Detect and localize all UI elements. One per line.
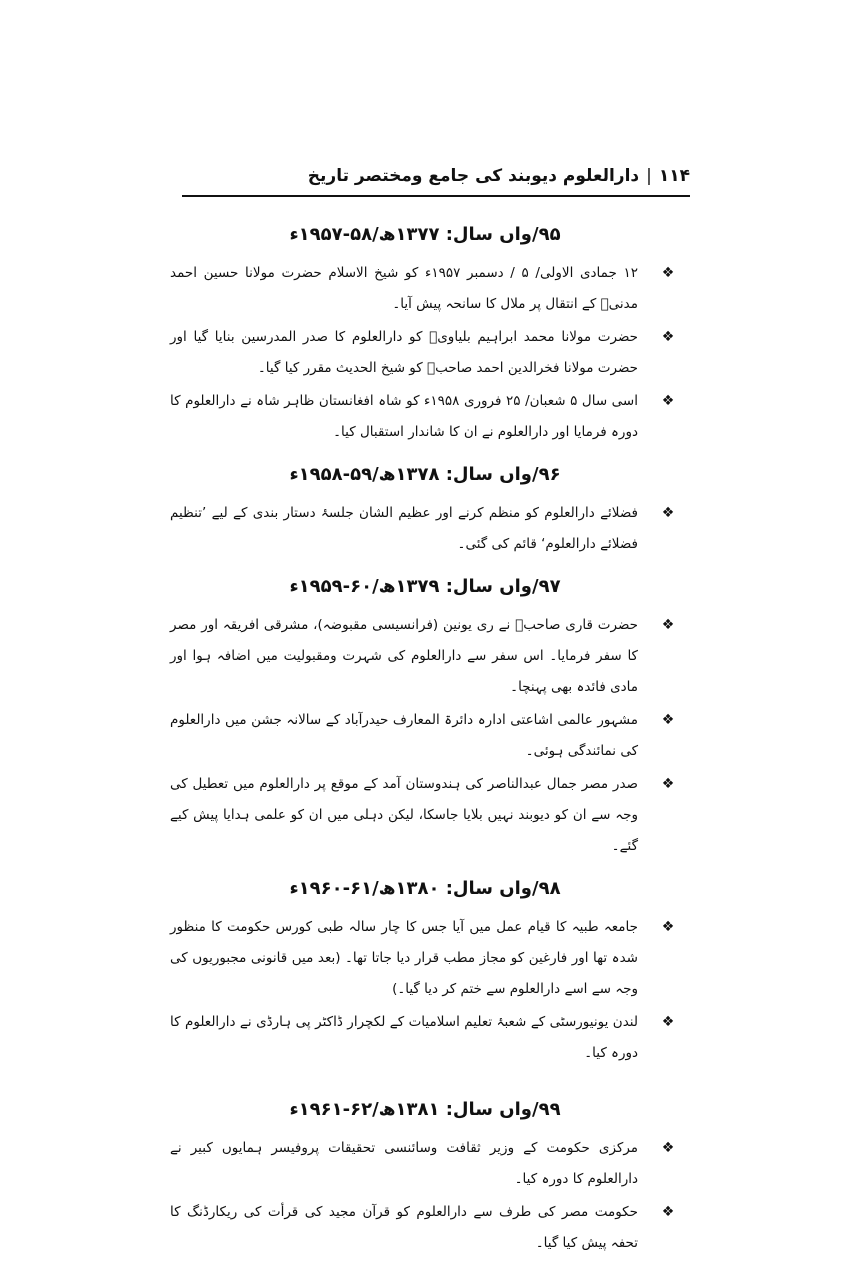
item-text: حضرت قاری صاحبؒ نے ری یونین (فرانسیسی مقبوضہ)، مشرقی افریقہ اور مصر کا سفر فرمایا۔ اس سفر سے دارالعلوم کی شہرت ومقبولیت میں اضافہ ہوا اور مادی فائدہ بھی پہنچا۔ xyxy=(170,617,638,695)
item-text: مرکزی حکومت کے وزیر ثقافت وسائنسی تحقیقات پروفیسر ہمایوں کبیر نے دارالعلوم کا دورہ کیا۔ xyxy=(170,1140,638,1187)
year-section-95 xyxy=(170,218,680,448)
header-separator: | xyxy=(646,166,652,186)
list-item xyxy=(170,705,680,767)
item-text: مشہور عالمی اشاعتی ادارہ دائرۃ المعارف حیدرآباد کے سالانہ جشن میں دارالعلوم کی نمائندگی ہوئی۔ xyxy=(170,712,638,759)
item-text: حضرت مولانا محمد ابراہیم بلیاویؒ کو دارالعلوم کا صدر المدرسین بنایا گیا اور حضرت مولانا فخرالدین احمد صاحبؒ کو شیخ الحدیث مقرر کیا گیا۔ xyxy=(170,329,638,376)
list-item xyxy=(170,610,680,703)
diamond-bullet-icon: ❖ xyxy=(661,265,675,281)
item-text: جامعہ طبیہ کا قیام عمل میں آیا جس کا چار سالہ طبی کورس حکومت کا منظور شدہ تھا اور فارغین کو مجاز مطب قرار دیا جاتا تھا۔ (بعد میں قانونی مجبوریوں کی وجہ سے اسے دارالعلوم سے ختم کر دیا گیا۔) xyxy=(170,919,638,997)
list-item xyxy=(170,1007,680,1069)
running-header xyxy=(182,162,690,190)
book-title: دارالعلوم دیوبند کی جامع ومختصر تاریخ xyxy=(307,166,640,186)
item-text: لندن یونیورسٹی کے شعبۂ تعلیم اسلامیات کے لکچرار ڈاکٹر پی ہارڈی نے دارالعلوم کا دورہ کیا۔ xyxy=(170,1014,638,1061)
year-heading: ۹۵/واں سال: ۱۳۷۷ھ/۵۸-۱۹۵۷ء xyxy=(289,224,561,245)
header-rule xyxy=(182,195,690,197)
bullet-list xyxy=(170,912,680,1069)
diamond-bullet-icon: ❖ xyxy=(661,776,675,792)
section-gap xyxy=(170,1079,680,1093)
diamond-bullet-icon: ❖ xyxy=(661,329,675,345)
year-heading: ۹۷/واں سال: ۱۳۷۹ھ/۶۰-۱۹۵۹ء xyxy=(289,576,561,597)
list-item xyxy=(170,258,680,320)
list-item xyxy=(170,498,680,560)
bullet-list xyxy=(170,498,680,560)
year-section-97 xyxy=(170,570,680,862)
list-item xyxy=(170,1197,680,1259)
list-item xyxy=(170,322,680,384)
list-item xyxy=(170,912,680,1005)
diamond-bullet-icon: ❖ xyxy=(661,505,675,521)
diamond-bullet-icon: ❖ xyxy=(661,617,675,633)
year-heading: ۹۹/واں سال: ۱۳۸۱ھ/۶۲-۱۹۶۱ء xyxy=(289,1099,561,1120)
page-number: ۱۱۴ xyxy=(658,166,690,186)
diamond-bullet-icon: ❖ xyxy=(661,1140,675,1156)
diamond-bullet-icon: ❖ xyxy=(661,1014,675,1030)
list-item xyxy=(170,386,680,448)
year-section-98 xyxy=(170,872,680,1069)
diamond-bullet-icon: ❖ xyxy=(661,1204,675,1220)
item-text: صدر مصر جمال عبدالناصر کی ہندوستان آمد کے موقع پر دارالعلوم میں تعطیل کی وجہ سے ان کو دیوبند نہیں بلایا جاسکا، لیکن دہلی میں ان کو علمی ہدایا پیش کیے گئے۔ xyxy=(170,776,638,854)
year-section-96 xyxy=(170,458,680,560)
year-heading: ۹۶/واں سال: ۱۳۷۸ھ/۵۹-۱۹۵۸ء xyxy=(289,464,561,485)
diamond-bullet-icon: ❖ xyxy=(661,919,675,935)
item-text: ۱۲ جمادی الاولی/ ۵ / دسمبر ۱۹۵۷ء کو شیخ الاسلام حضرت مولانا حسین احمد مدنیؒ کے انتقال پر ملال کا سانحہ پیش آیا۔ xyxy=(170,265,638,312)
item-text: اسی سال ۵ شعبان/ ۲۵ فروری ۱۹۵۸ء کو شاہ افغانستان ظاہر شاہ نے دارالعلوم کا دورہ فرمایا اور دارالعلوم نے ان کا شاندار استقبال کیا۔ xyxy=(170,393,638,440)
item-text: حکومت مصر کی طرف سے دارالعلوم کو قرآن مجید کی قرأت کی ریکارڈنگ کا تحفہ پیش کیا گیا۔ xyxy=(170,1204,638,1251)
bullet-list xyxy=(170,1133,680,1259)
page-content xyxy=(170,218,680,1269)
bullet-list xyxy=(170,258,680,448)
diamond-bullet-icon: ❖ xyxy=(661,393,675,409)
item-text: فضلائے دارالعلوم کو منظم کرنے اور عظیم الشان جلسۂ دستار بندی کے لیے ’تنظیم فضلائے دارالعلوم‘ قائم کی گئی۔ xyxy=(170,505,638,552)
list-item xyxy=(170,769,680,862)
diamond-bullet-icon: ❖ xyxy=(661,712,675,728)
year-section-99 xyxy=(170,1093,680,1259)
bullet-list xyxy=(170,610,680,862)
year-heading: ۹۸/واں سال: ۱۳۸۰ھ/۶۱-۱۹۶۰ء xyxy=(289,878,561,899)
list-item xyxy=(170,1133,680,1195)
